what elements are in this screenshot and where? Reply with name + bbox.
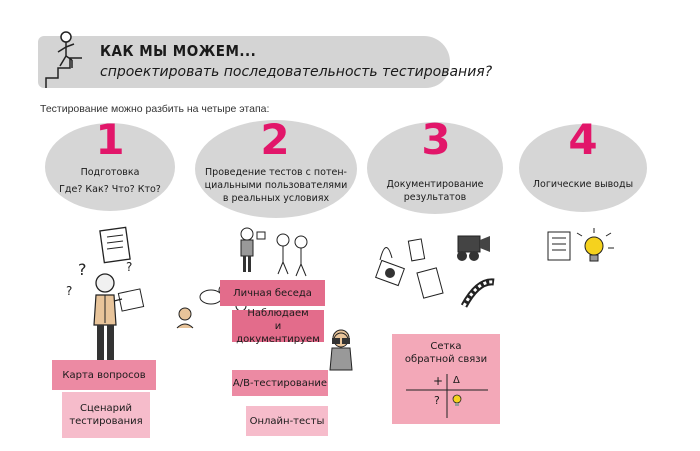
stage-1-label: Подготовка Где? Как? Что? Кто? [59,167,161,195]
binoculars-observer-icon [326,332,356,372]
feedback-grid-lines [392,334,500,424]
online-tests-card: Онлайн-тесты [246,406,328,436]
test-scenario-card: Сценарий тестирования [62,392,150,438]
svg-text:?: ? [66,284,73,298]
interview-card: Личная беседа [220,280,325,306]
stage-2-number: 2 [260,115,290,164]
questions-map-card: Карта вопросов [52,360,156,390]
feedback-grid-title: Сетка обратной связи [404,341,488,365]
stage-1-illustration [60,225,160,365]
grid-question: ? [434,394,440,407]
stage-1-number: 1 [95,115,125,164]
document-icon [417,268,443,298]
document-icon [100,227,130,262]
stage-3-label: Документирование результатов [386,179,484,203]
video-camera-icon [457,236,490,261]
intro-text: Тестирование можно разбить на четыре этапа: [40,103,270,115]
svg-text:?: ? [126,260,133,274]
gift-person-icon [241,228,265,272]
stairs-person-icon [44,30,94,90]
phone-icon [408,239,424,261]
stage-3-number: 3 [421,115,451,164]
lightbulb-icon [577,228,614,261]
stage-4-illustration [548,226,618,276]
stage-4-number: 4 [568,115,598,164]
grid-lightbulb-icon [452,394,462,408]
document-icon [548,232,570,260]
page-title: КАК МЫ МОЖЕМ... [100,42,257,60]
stage-3-illustration [372,230,512,320]
stage-2-label: Проведение тестов с потен- циальными пользователями в реальных условиях [204,167,348,204]
ab-testing-card: А/В-тестирование [232,370,328,396]
grid-delta: Δ [453,375,460,386]
person-reading-icon [94,274,144,361]
observe-card: Наблюдаем и документируем [232,310,324,342]
camera-icon [376,247,405,285]
stage-4-label: Логические выводы [532,179,634,190]
grid-plus: + [433,374,444,388]
page-subtitle: спроектировать последовательность тестирования? [100,64,493,80]
film-strip-icon [464,282,494,306]
svg-text:?: ? [78,260,87,279]
smiling-people-icon [277,234,307,276]
